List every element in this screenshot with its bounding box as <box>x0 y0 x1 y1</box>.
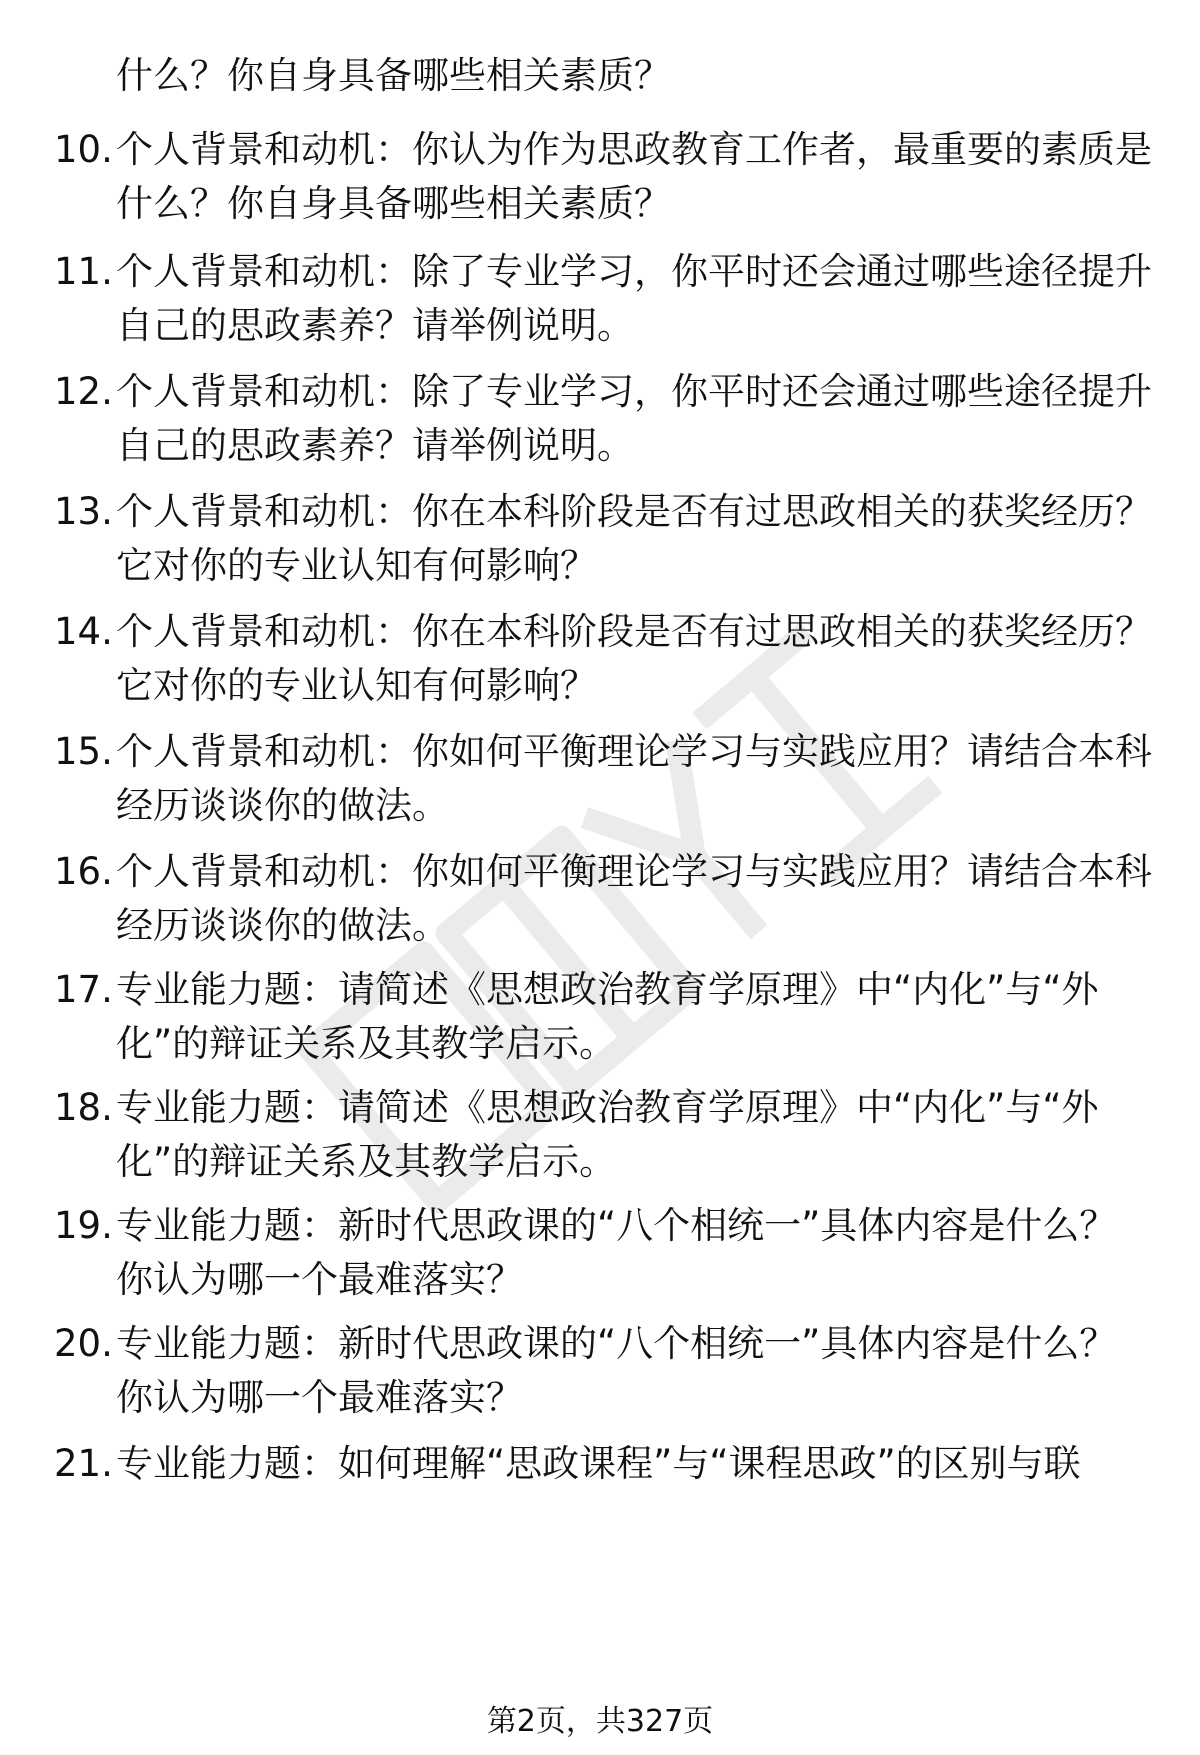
question-text-line: 个人背景和动机：你认为作为思政教育工作者，最重要的素质是 <box>116 128 1152 171</box>
question-text-line: 个人背景和动机：除了专业学习，你平时还会通过哪些途径提升 <box>116 370 1152 413</box>
question-text-line: 经历谈谈你的做法。 <box>116 904 449 947</box>
item-number: 19. <box>54 1204 113 1247</box>
question-text-line: 你认为哪一个最难落实？ <box>116 1258 523 1301</box>
question-text-line: 个人背景和动机：你在本科阶段是否有过思政相关的获奖经历？ <box>116 610 1152 653</box>
question-text-line: 个人背景和动机：你在本科阶段是否有过思政相关的获奖经历？ <box>116 490 1152 533</box>
question-text-line: 它对你的专业认知有何影响？ <box>116 664 597 707</box>
item-number: 20. <box>54 1322 113 1365</box>
question-text-line: 专业能力题：请简述《思想政治教育学原理》中“内化”与“外 <box>116 1086 1099 1129</box>
question-text-line: 什么？你自身具备哪些相关素质？ <box>116 182 671 225</box>
item-number: 14. <box>54 610 113 653</box>
item-number: 12. <box>54 370 113 413</box>
item-number: 17. <box>54 968 113 1011</box>
question-text-line: 什么？你自身具备哪些相关素质？ <box>116 54 671 97</box>
item-number: 18. <box>54 1086 113 1129</box>
question-text-line: 个人背景和动机：你如何平衡理论学习与实践应用？请结合本科 <box>116 730 1152 773</box>
question-text-line: 它对你的专业认知有何影响？ <box>116 544 597 587</box>
question-text-line: 化”的辩证关系及其教学启示。 <box>116 1140 617 1183</box>
item-number: 10. <box>54 128 113 171</box>
question-text-line: 个人背景和动机：你如何平衡理论学习与实践应用？请结合本科 <box>116 850 1152 893</box>
question-text-line: 经历谈谈你的做法。 <box>116 784 449 827</box>
question-text-line: 专业能力题：新时代思政课的“八个相统一”具体内容是什么？ <box>116 1204 1117 1247</box>
question-text-line: 专业能力题：如何理解“思政课程”与“课程思政”的区别与联 <box>116 1442 1081 1485</box>
item-number: 15. <box>54 730 113 773</box>
item-number: 11. <box>54 250 113 293</box>
question-text-line: 个人背景和动机：除了专业学习，你平时还会通过哪些途径提升 <box>116 250 1152 293</box>
question-text-line: 化”的辩证关系及其教学启示。 <box>116 1022 617 1065</box>
question-text-line: 专业能力题：请简述《思想政治教育学原理》中“内化”与“外 <box>116 968 1099 1011</box>
question-text-line: 你认为哪一个最难落实？ <box>116 1376 523 1419</box>
page-footer: 第2页，共327页 <box>486 1704 714 1739</box>
item-number: 21. <box>54 1442 113 1485</box>
question-text-line: 自己的思政素养？请举例说明。 <box>116 304 634 347</box>
item-number: 16. <box>54 850 113 893</box>
question-text-line: 自己的思政素养？请举例说明。 <box>116 424 634 467</box>
item-number: 13. <box>54 490 113 533</box>
question-text-line: 专业能力题：新时代思政课的“八个相统一”具体内容是什么？ <box>116 1322 1117 1365</box>
